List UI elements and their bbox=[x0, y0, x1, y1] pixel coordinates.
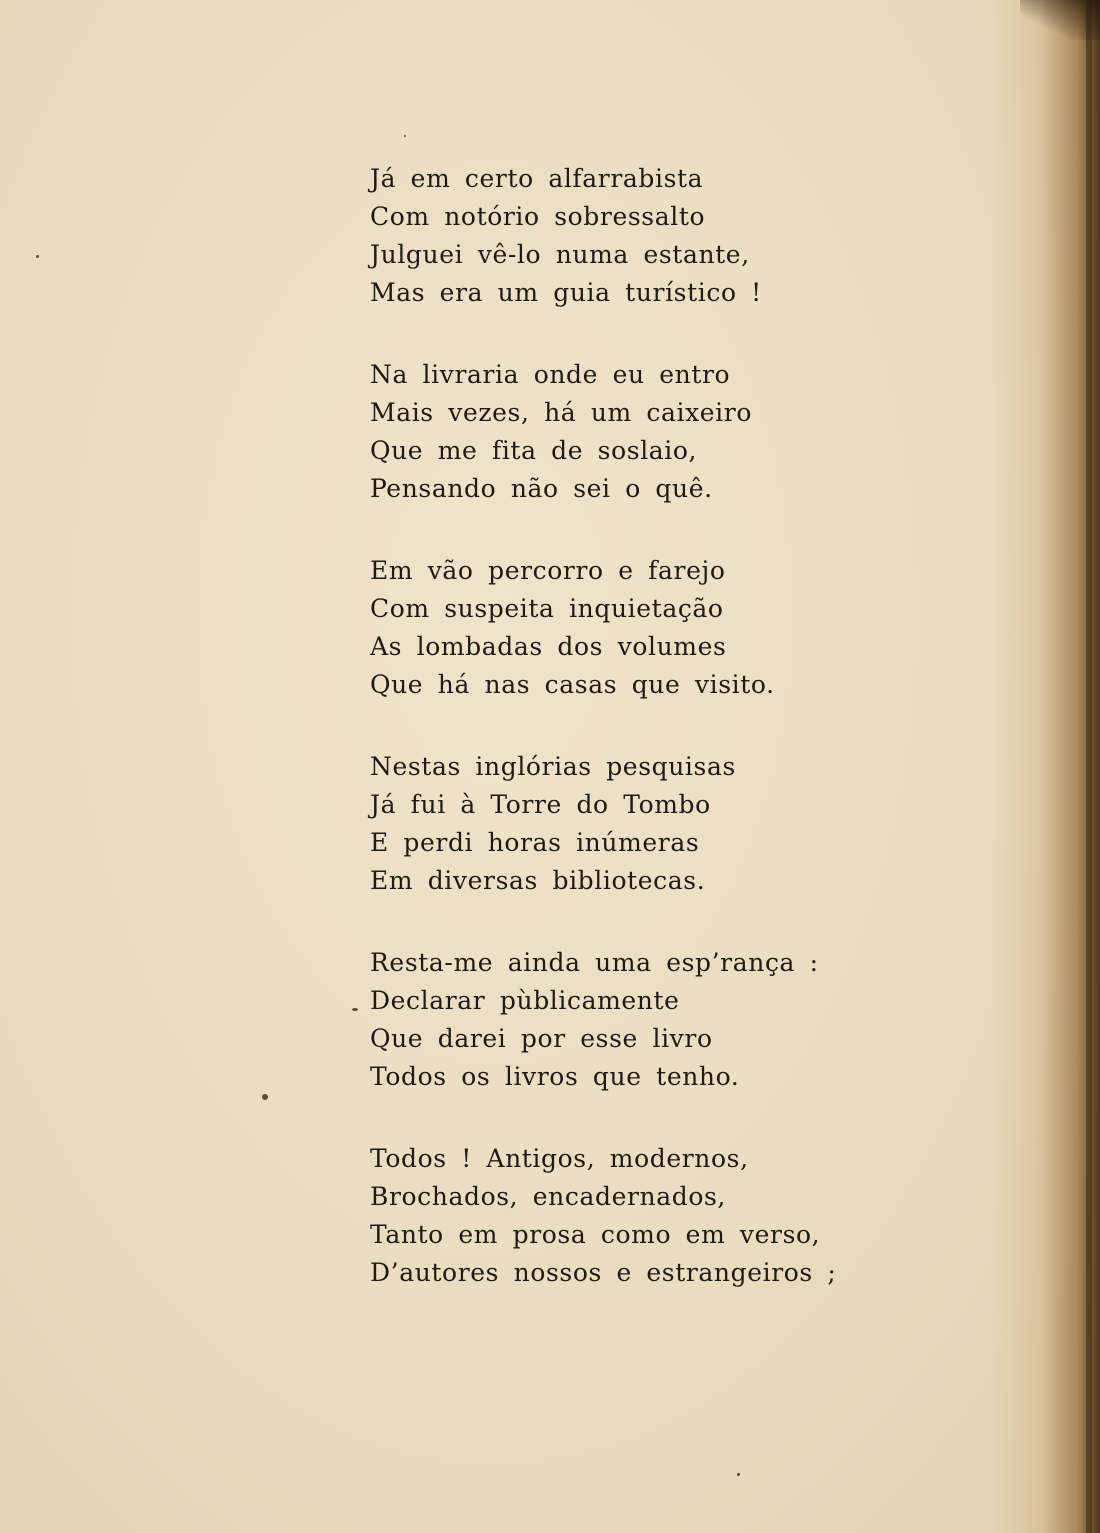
poem-line: Que darei por esse livro bbox=[370, 1024, 713, 1053]
poem-text bbox=[370, 160, 930, 1336]
poem-line: As lombadas dos volumes bbox=[370, 632, 727, 661]
poem-line: Tanto em prosa como em verso, bbox=[370, 1220, 821, 1249]
poem-line: Resta-me ainda uma esp’rança : bbox=[370, 948, 819, 977]
poem-line: Que me fita de soslaio, bbox=[370, 436, 698, 465]
paper-speck bbox=[352, 1008, 358, 1011]
poem-line: Já em certo alfarrabista bbox=[370, 164, 704, 193]
paper-speck bbox=[737, 1473, 740, 1476]
page-edge-shadow bbox=[990, 0, 1100, 1533]
poem-line: Todos os livros que tenho. bbox=[370, 1062, 740, 1091]
poem-line: Mas era um guia turístico ! bbox=[370, 278, 762, 307]
poem-line: Já fui à Torre do Tombo bbox=[370, 790, 711, 819]
poem-line: Declarar pùblicamente bbox=[370, 986, 680, 1015]
stanza-2 bbox=[370, 356, 930, 508]
stanza-4 bbox=[370, 748, 930, 900]
poem-line: Brochados, encadernados, bbox=[370, 1182, 726, 1211]
stanza-5 bbox=[370, 944, 930, 1096]
poem-line: Pensando não sei o quê. bbox=[370, 474, 713, 503]
stanza-6 bbox=[370, 1140, 930, 1292]
poem-line: Em vão percorro e farejo bbox=[370, 556, 726, 585]
poem-line: Na livraria onde eu entro bbox=[370, 360, 731, 389]
paper-speck bbox=[36, 255, 39, 258]
paper-speck bbox=[404, 135, 406, 137]
poem-line: Com notório sobressalto bbox=[370, 202, 706, 231]
poem-line: Com suspeita inquietação bbox=[370, 594, 724, 623]
poem-line: Em diversas bibliotecas. bbox=[370, 866, 706, 895]
poem-line: Todos ! Antigos, modernos, bbox=[370, 1144, 749, 1173]
poem-line: Mais vezes, há um caixeiro bbox=[370, 398, 752, 427]
paper-speck bbox=[262, 1094, 268, 1100]
stanza-3 bbox=[370, 552, 930, 704]
poem-line: Que há nas casas que visito. bbox=[370, 670, 775, 699]
page-corner-shadow bbox=[1020, 0, 1100, 40]
poem-line: Nestas inglórias pesquisas bbox=[370, 752, 736, 781]
poem-line: D’autores nossos e estrangeiros ; bbox=[370, 1258, 837, 1287]
poem-line: E perdi horas inúmeras bbox=[370, 828, 700, 857]
stanza-1 bbox=[370, 160, 930, 312]
page-edge-line bbox=[1086, 0, 1092, 1533]
poem-line: Julguei vê-lo numa estante, bbox=[370, 240, 750, 269]
